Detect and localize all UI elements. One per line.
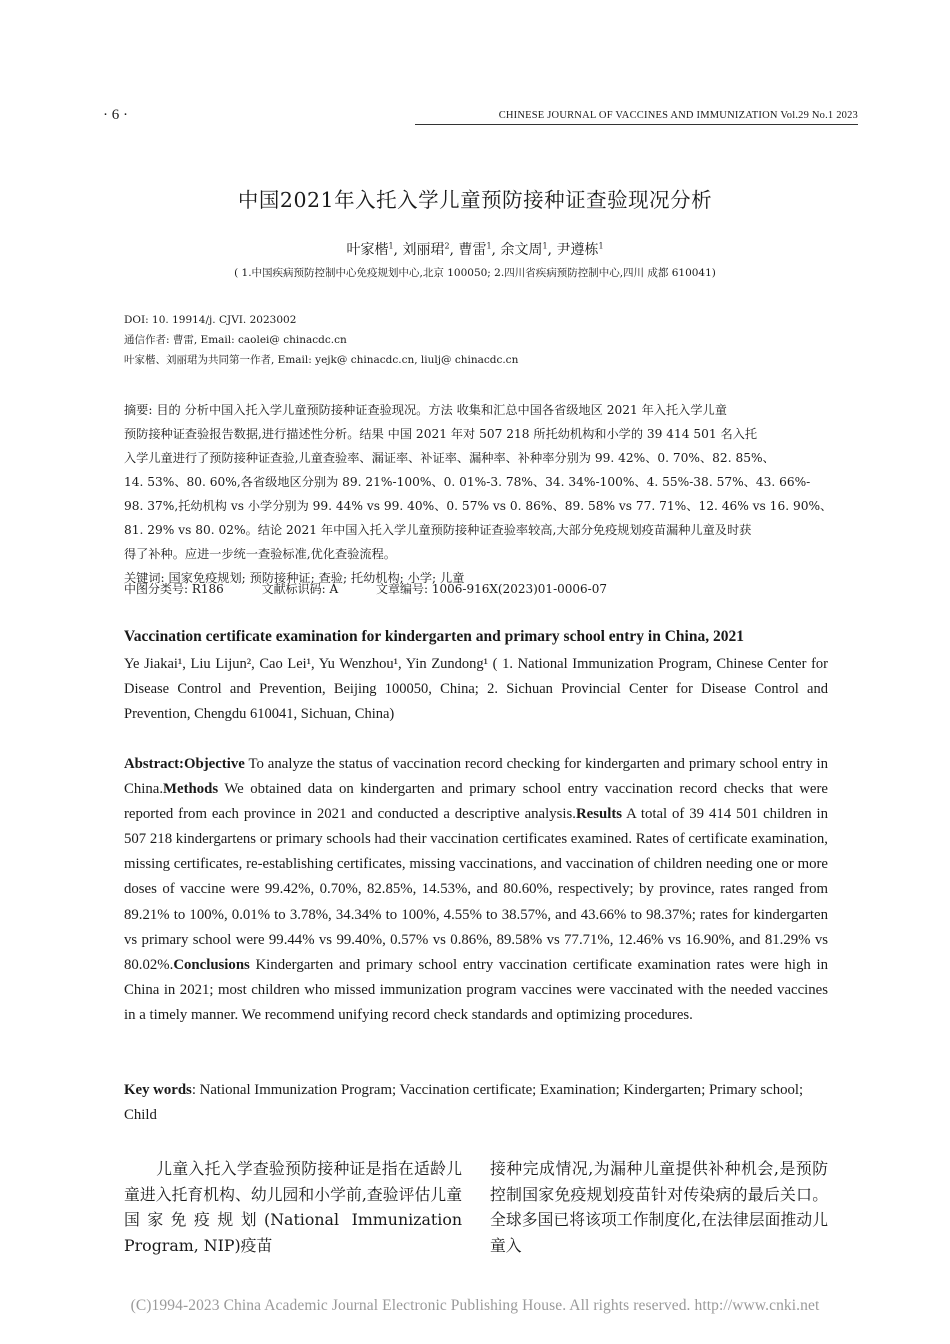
running-header: CHINESE JOURNAL OF VACCINES AND IMMUNIZATION Vol.29 No.1 2023 — [498, 110, 858, 121]
chinese-abstract — [124, 398, 833, 590]
article-title: 中国2021年入托入学儿童预防接种证查验现况分析 — [237, 188, 713, 212]
english-authors-affiliations: Ye Jiakai¹, Liu Lijun², Cao Lei¹, Yu Wenzhou¹, Yin Zundong¹ ( 1. National Immunization Program, Chinese Center for Disease Control and Prevention, Beijing 100050, China; 2. Sichuan Provincial Center for Disease Control and Prevention, Chengdu 610041, Sichuan, China) — [124, 656, 828, 722]
abstract-line: 入学儿童进行了预防接种证查验,儿童查验率、漏证率、补证率、漏种率、补种率分别为 99. 42%、0. 70%、82. 85%、 — [124, 451, 775, 465]
author-list: 叶家楷$^1$, 刘丽珺$^2$, 曹雷$^1$, 余文周$^1$, 尹遵栋$^1$ — [346, 241, 604, 258]
english-keywords — [124, 1078, 828, 1128]
objective-text: To analyze the status of vaccination record checking for kindergarten and primary school entry in China. — [124, 756, 828, 798]
body-column-left — [124, 1156, 462, 1258]
author-name: 叶家楷 — [346, 242, 389, 258]
author-name: 余文周 — [500, 242, 543, 258]
english-title: Vaccination certificate examination for kindergarten and primary school entry in China, 2021 — [124, 628, 744, 645]
methods-text: We obtained data on kindergarten and primary school entry vaccination record checks that were reported from each province in 2021 and conducted a descriptive analysis. — [124, 781, 828, 823]
author-name: 尹遵栋 — [556, 242, 599, 258]
document-code: 文献标识码: A — [261, 582, 339, 596]
clc-number: 中图分类号: R186 — [124, 582, 224, 596]
body-column-right: 接种完成情况,为漏种儿童提供补种机会,是预防控制国家免疫规划疫苗针对传染病的最后关口。全球多国已将该项工作制度化,在法律层面推动儿童入 — [490, 1159, 828, 1255]
keywords-cn: 关键词: 国家免疫规划; 预防接种证; 查验; 托幼机构; 小学; 儿童 — [124, 571, 465, 585]
conclusions-label: Conclusions — [173, 956, 250, 973]
author-affil-mark: 1 — [598, 241, 604, 251]
abstract-line: 14. 53%、80. 60%,各省级地区分别为 89. 21%-100%、0. 01%-3. 78%、34. 34%-100%、4. 55%-38. 57%、43. 66%- — [124, 475, 811, 489]
author-affil-mark: 1 — [542, 241, 548, 251]
abstract-line: 81. 29% vs 80. 02%。结论 2021 年中国入托入学儿童预防接种证查验率较高,大部分免疫规划疫苗漏种儿童及时获 — [124, 523, 752, 537]
methods-label: Methods — [163, 781, 219, 798]
abstract-line: 摘要: 目的 分析中国入托入学儿童预防接种证查验现况。方法 收集和汇总中国各省级地区 2021 年入托入学儿童 — [124, 403, 727, 417]
co-first-authors: 叶家楷、刘丽珺为共同第一作者, Email: yejk@ chinacdc.cn, liulj@ chinacdc.cn — [124, 354, 519, 366]
abstract-line: 得了补种。应进一步统一查验标准,优化查验流程。 — [124, 547, 396, 561]
corresponding-author: 通信作者: 曹雷, Email: caolei@ chinacdc.cn — [124, 334, 347, 346]
header-rule — [415, 124, 858, 125]
author-affil-mark: 2 — [444, 241, 450, 251]
abstract-line: 98. 37%,托幼机构 vs 小学分别为 99. 44% vs 99. 40%、0. 57% vs 0. 86%、89. 58% vs 77. 71%、12. 46% vs 16. 90%、 — [124, 499, 833, 513]
keywords-label: Key words — [124, 1082, 192, 1098]
results-text: A total of 39 414 501 children in 507 218 kindergartens or primary schools had their vaccination certificates examined. Rates of certificate examination, missing certificates, re-establishing certificates, missing vaccinations, and vaccination of children needing one or more doses of vaccine were 99.42%, 0.70%, 82.85%, 14.53%, and 80.60%, respectively; by province, rates ranged from 89.21% to 100%, 0.01% to 3.78%, 34.34% to 100%, 4.55% to 38.57%, and 43.66% to 98.37%; rates for kindergarten vs primary school were 99.44% vs 99.40%, 0.57% vs 0.86%, 89.58% vs 77.71%, 12.46% vs 16.90%, and 81.29% vs 80.02%. — [124, 806, 828, 973]
copyright-footer: (C)1994-2023 China Academic Journal Electronic Publishing House. All rights reserved. http://www.cnki.net — [130, 1297, 820, 1314]
results-label: Results — [575, 806, 623, 823]
page-number: · 6 · — [103, 107, 128, 123]
author-affil-mark: 1 — [388, 241, 394, 251]
author-affil-mark: 1 — [486, 241, 492, 251]
doi: DOI: 10. 19914/j. CJVI. 2023002 — [124, 314, 297, 326]
abstract-label: Abstract: — [124, 756, 184, 772]
objective-label: Objective — [184, 756, 245, 772]
conclusions-text: Kindergarten and primary school entry vaccination certificate examination rates were high in China in 2021; most children who missed immunization program vaccines were vaccinated with the needed vaccines in a timely manner. We recommend unifying record check standards and optimizing procedures. — [124, 956, 828, 1023]
abstract-line: 预防接种证查验报告数据,进行描述性分析。结果 中国 2021 年对 507 218 所托幼机构和小学的 39 414 501 名入托 — [124, 427, 758, 441]
body-text: 儿童入托入学查验预防接种证是指在适龄儿童进入托育机构、幼儿园和小学前,查验评估儿童国家免疫规划(National Immunization Program, NIP)疫苗 — [124, 1159, 462, 1255]
author-name: 曹雷 — [458, 242, 487, 258]
article-number: 文章编号: 1006-916X(2023)01-0006-07 — [376, 582, 607, 596]
affiliation: ( 1.中国疾病预防控制中心免疫规划中心,北京 100050; 2.四川省疾病预防控制中心,四川 成都 610041) — [234, 267, 716, 279]
classification-line — [124, 580, 827, 597]
keywords-text: : National Immunization Program; Vaccination certificate; Examination; Kindergarten; Primary school; Child — [124, 1082, 804, 1123]
english-abstract — [124, 752, 828, 1028]
author-name: 刘丽珺 — [402, 242, 445, 258]
